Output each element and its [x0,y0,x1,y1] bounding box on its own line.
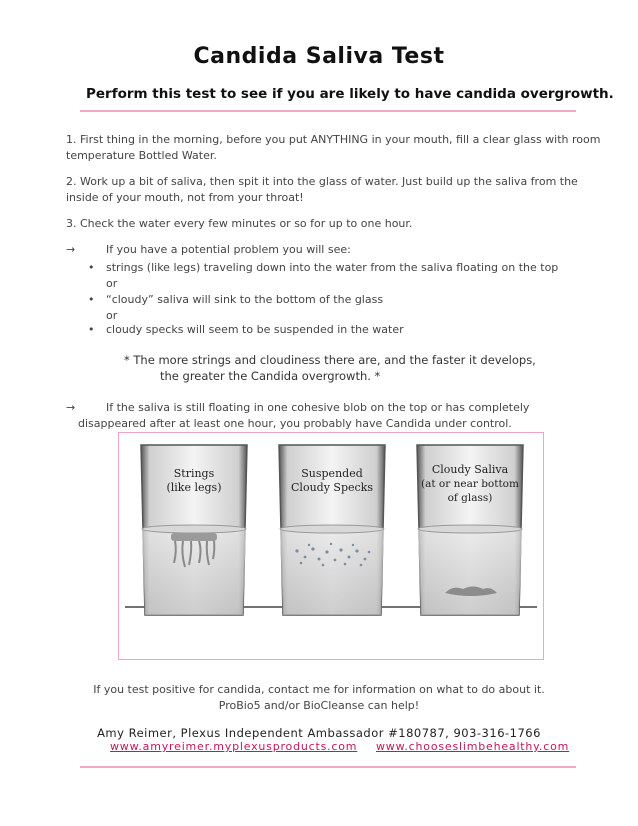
glass-1-label-line-2: (like legs) [166,481,222,494]
glass-3-label-line-3: of glass) [447,492,493,504]
problem-intro: If you have a potential problem you will see: [106,243,351,256]
top-divider [80,110,576,112]
glass-2-label-line-1: Suspended [301,467,363,480]
contact-line-1: If you test positive for candida, contact me for information on what to do about it. [93,683,545,696]
note-line-1: * The more strings and cloudiness there are, and the faster it develops, [124,353,536,367]
website-link-right[interactable]: www.chooseslimbehealthy.com [376,740,570,753]
step-1-line-2: temperature Bottled Water. [66,149,217,162]
page-title: Candida Saliva Test [193,44,445,69]
step-2-line-1: 2. Work up a bit of saliva, then spit it into the glass of water. Just build up the saliva from the [66,175,578,188]
control-arrow-icon: → [66,401,76,414]
bullet-icon: • [88,261,95,274]
step-3: 3. Check the water every few minutes or so for up to one hour. [66,217,413,230]
note-line-2: the greater the Candida overgrowth. * [160,369,381,383]
bottom-divider [80,766,576,768]
or-separator: or [106,277,118,290]
glasses-image [119,433,543,659]
page-subtitle: Perform this test to see if you are likely to have candida overgrowth. [86,86,614,102]
glass-3-label-line-1: Cloudy Saliva [431,463,509,476]
bullet-icon: • [88,293,95,306]
signature: Amy Reimer, Plexus Independent Ambassador #180787, 903-316-1766 [97,726,541,740]
website-link-left[interactable]: www.amyreimer.myplexusproducts.com [110,740,358,753]
glasses-illustration [118,432,544,660]
glass-2-label-line-2: Cloudy Specks [291,481,373,494]
problem-arrow-icon: → [66,243,76,256]
bullet-icon: • [88,323,95,336]
list-item-text: “cloudy” saliva will sink to the bottom of the glass [106,293,384,306]
glass-3-label-line-2: (at or near bottom [421,478,519,490]
control-line-2: disappeared after at least one hour, you probably have Candida under control. [78,417,512,430]
glass-1-label-line-1: Strings [173,467,215,480]
step-1-line-1: 1. First thing in the morning, before you put ANYTHING in your mouth, fill a clear glass with room [66,133,601,146]
contact-line-2: ProBio5 and/or BioCleanse can help! [218,699,420,712]
step-2-line-2: inside of your mouth, not from your throat! [66,191,304,204]
control-line-1: If the saliva is still floating in one cohesive blob on the top or has completely [106,401,530,414]
list-item-text: cloudy specks will seem to be suspended in the water [106,323,404,336]
or-separator: or [106,309,118,322]
list-item-text: strings (like legs) traveling down into the water from the saliva floating on the top [106,261,559,274]
